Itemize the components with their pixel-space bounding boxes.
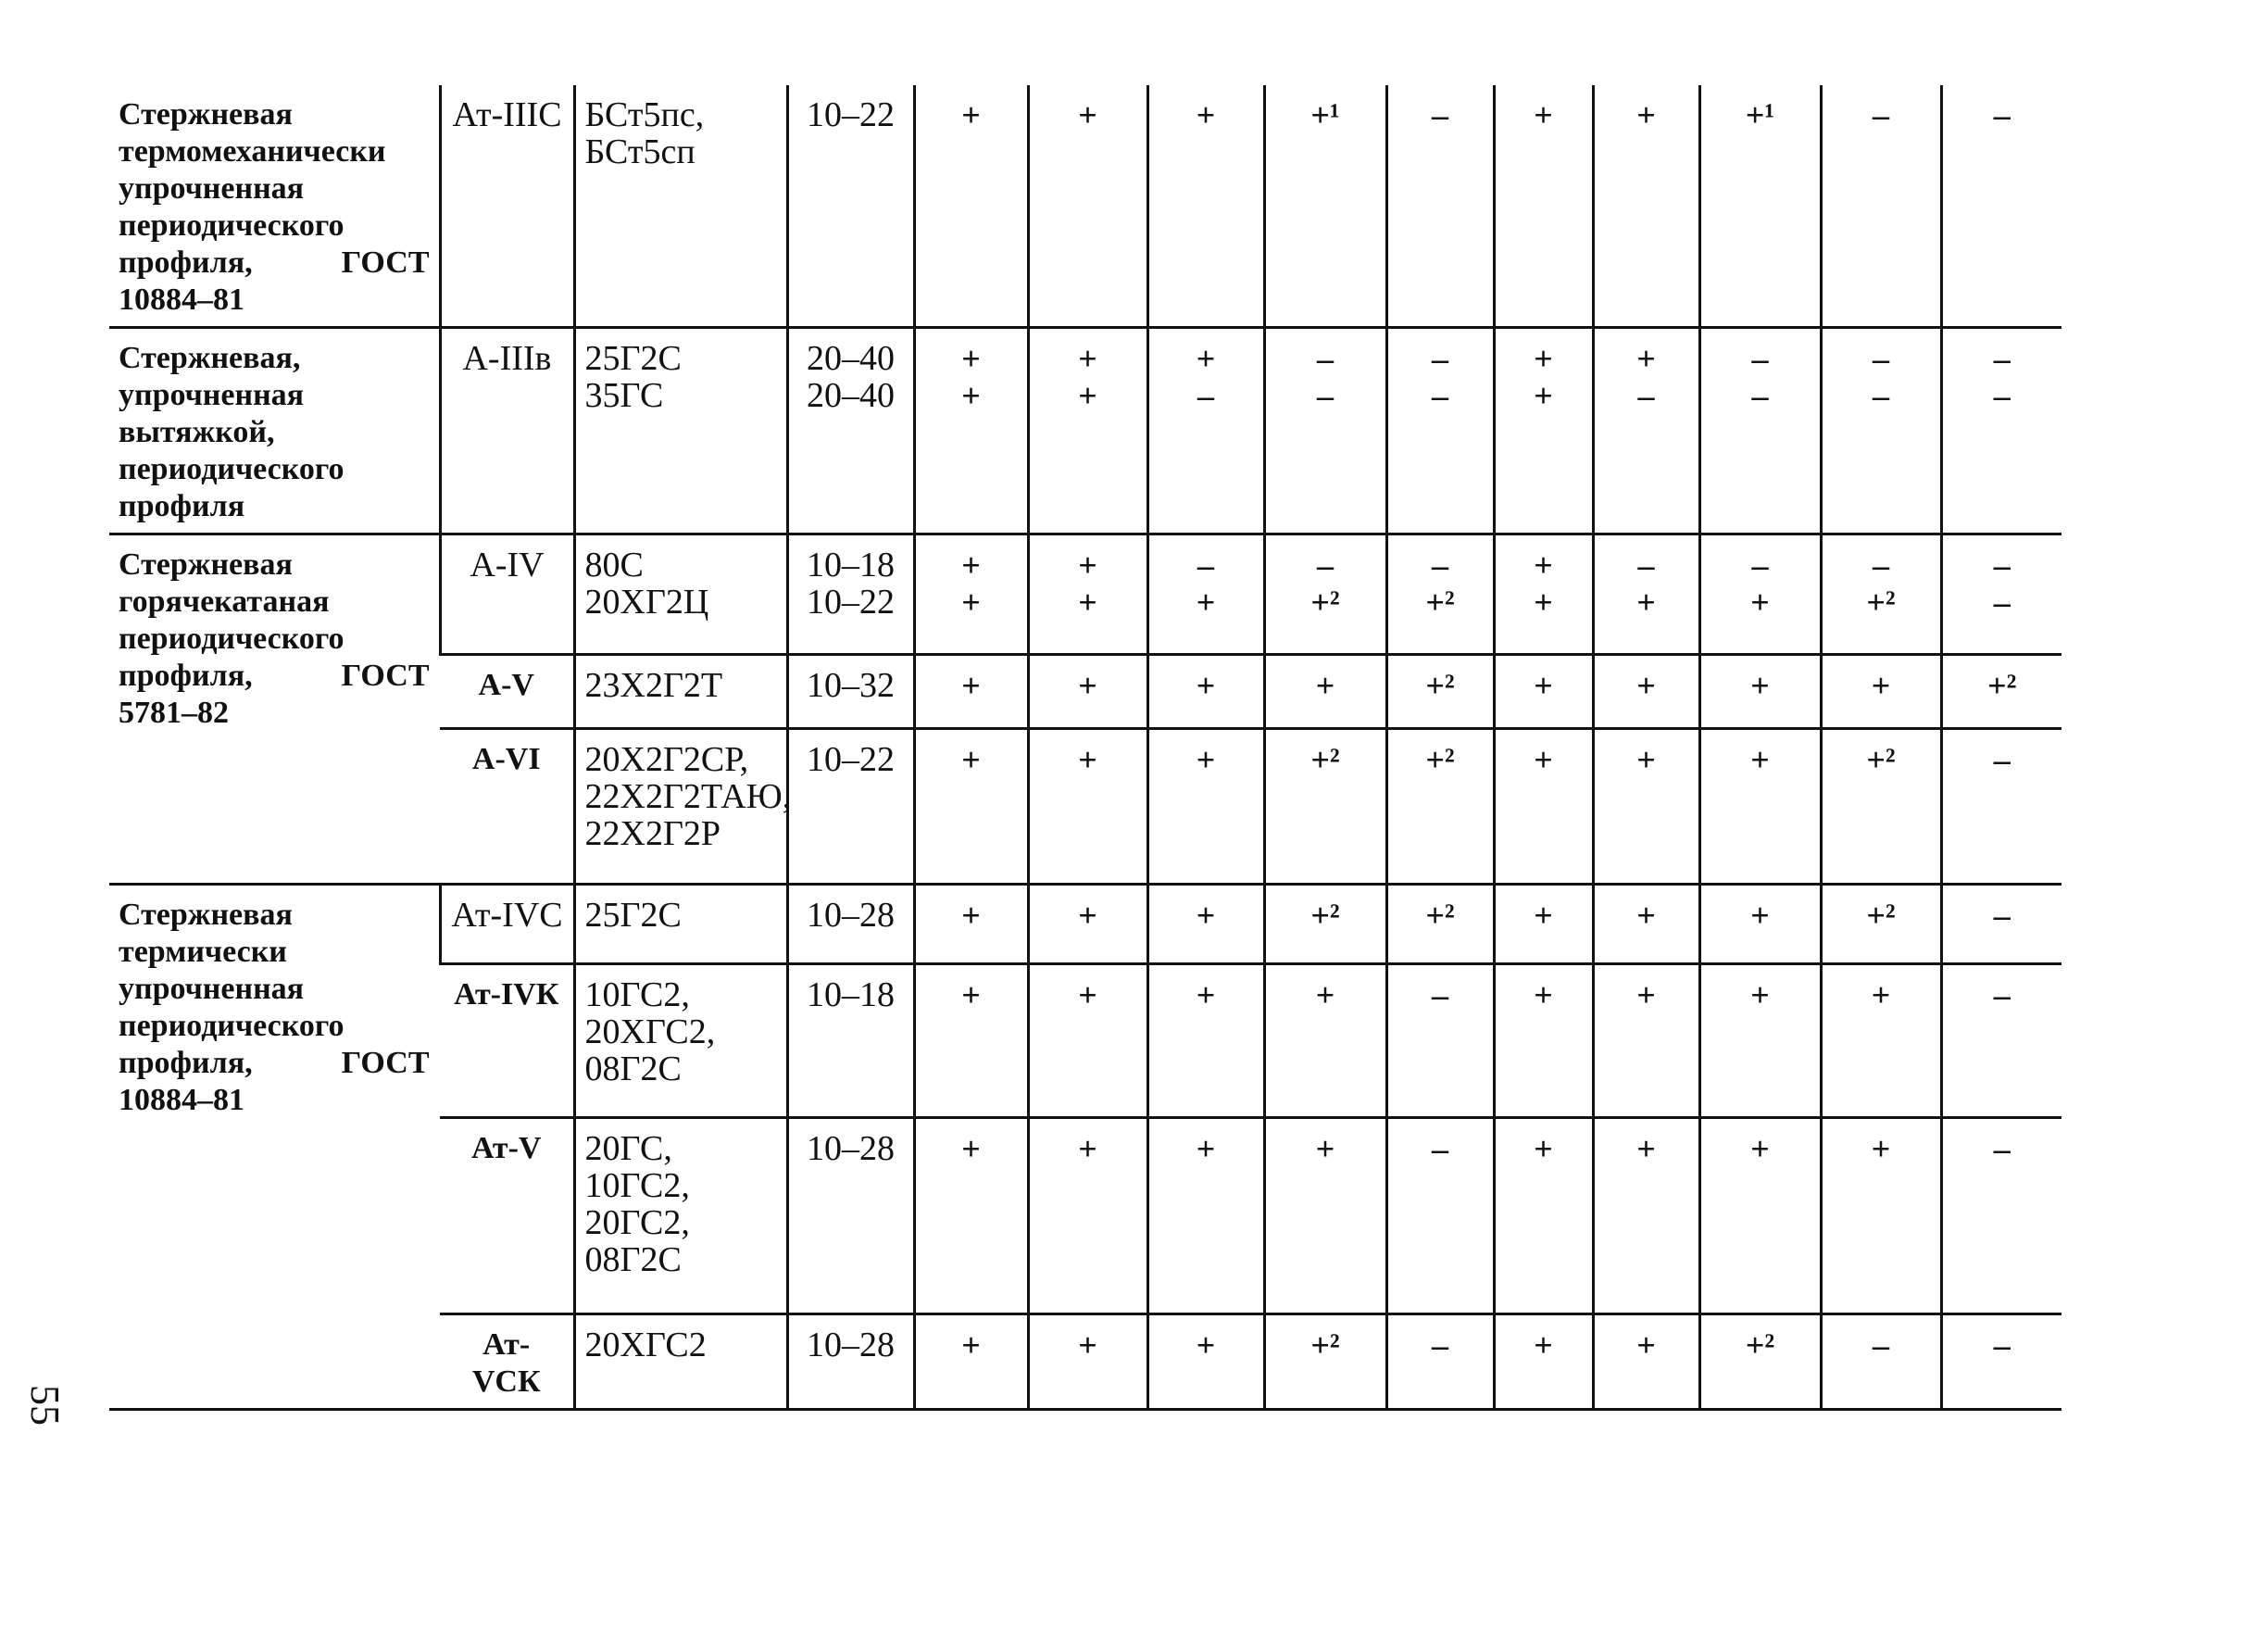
applicability-mark-cell: +² <box>1386 729 1494 885</box>
steel-grade-cell: 10ГС2, 20ХГС2, 08Г2С <box>574 964 787 1118</box>
class-cell: Ат-V <box>440 1118 574 1314</box>
applicability-mark-cell: + <box>1147 85 1264 328</box>
steel-grade-cell: 20Х2Г2СР, 22Х2Г2ТАЮ, 22Х2Г2Р <box>574 729 787 885</box>
diameter-cell: 10–18 10–22 <box>787 534 914 655</box>
reinforcement-table <box>109 85 2061 1411</box>
steel-grade-cell: 20ХГС2 <box>574 1314 787 1410</box>
applicability-mark-cell: +¹ <box>1264 85 1386 328</box>
applicability-mark-cell: + <box>1147 1118 1264 1314</box>
applicability-mark-cell: + + <box>1494 534 1593 655</box>
applicability-mark-cell: + + <box>914 534 1028 655</box>
applicability-mark-cell: – + <box>1699 534 1821 655</box>
applicability-mark-cell: + <box>1028 729 1147 885</box>
steel-grade-cell: 80С 20ХГ2Ц <box>574 534 787 655</box>
diameter-cell: 10–28 <box>787 1314 914 1410</box>
applicability-mark-cell: +² <box>1386 655 1494 729</box>
steel-grade-cell: 25Г2С 35ГС <box>574 328 787 534</box>
applicability-mark-cell: + – <box>1593 328 1699 534</box>
diameter-cell: 10–28 <box>787 1118 914 1314</box>
table-row <box>109 885 2061 964</box>
applicability-mark-cell: +² <box>1264 885 1386 964</box>
applicability-mark-cell: + – <box>1147 328 1264 534</box>
applicability-mark-cell: + <box>1593 85 1699 328</box>
applicability-mark-cell: – +² <box>1386 534 1494 655</box>
page-number: 55 <box>22 1385 68 1426</box>
applicability-mark-cell: + <box>914 729 1028 885</box>
diameter-cell: 10–28 <box>787 885 914 964</box>
applicability-mark-cell: – +² <box>1264 534 1386 655</box>
applicability-mark-cell: – <box>1941 729 2061 885</box>
applicability-mark-cell: – + <box>1593 534 1699 655</box>
applicability-mark-cell: +² <box>1941 655 2061 729</box>
applicability-mark-cell: + <box>1821 964 1941 1118</box>
applicability-mark-cell: +² <box>1821 885 1941 964</box>
applicability-mark-cell: + <box>1494 1118 1593 1314</box>
table-row <box>109 328 2061 534</box>
applicability-mark-cell: + <box>1264 1118 1386 1314</box>
applicability-mark-cell: + + <box>914 328 1028 534</box>
applicability-mark-cell: +² <box>1264 729 1386 885</box>
applicability-mark-cell: + <box>1264 964 1386 1118</box>
applicability-mark-cell: + <box>914 964 1028 1118</box>
applicability-mark-cell: + + <box>1028 534 1147 655</box>
diameter-cell: 10–18 <box>787 964 914 1118</box>
applicability-mark-cell: + <box>1264 655 1386 729</box>
applicability-mark-cell: + <box>1593 1314 1699 1410</box>
applicability-mark-cell: – <box>1386 1118 1494 1314</box>
applicability-mark-cell: + <box>1699 729 1821 885</box>
applicability-mark-cell: + <box>1494 1314 1593 1410</box>
applicability-mark-cell: +¹ <box>1699 85 1821 328</box>
applicability-mark-cell: + <box>1593 729 1699 885</box>
reinforcement-type-cell: Стержневая горячекатаная периодического профиля, ГОСТ 5781–82 <box>109 534 440 885</box>
class-cell: Ат-IVС <box>440 885 574 964</box>
applicability-mark-cell: + <box>1028 85 1147 328</box>
applicability-mark-cell: + + <box>1494 328 1593 534</box>
applicability-mark-cell: – <box>1941 964 2061 1118</box>
class-cell: Ат-IVК <box>440 964 574 1118</box>
applicability-mark-cell: + <box>1699 885 1821 964</box>
applicability-mark-cell: + <box>1821 655 1941 729</box>
applicability-mark-cell: + <box>1593 885 1699 964</box>
table-row <box>109 85 2061 328</box>
applicability-mark-cell: + <box>1699 655 1821 729</box>
class-cell: А-VI <box>440 729 574 885</box>
class-cell: Ат-IIIС <box>440 85 574 328</box>
diameter-cell: 10–22 <box>787 85 914 328</box>
table-row <box>109 534 2061 655</box>
applicability-mark-cell: + <box>914 885 1028 964</box>
applicability-mark-cell: – <box>1821 1314 1941 1410</box>
applicability-mark-cell: + + <box>1028 328 1147 534</box>
diameter-cell: 10–32 <box>787 655 914 729</box>
applicability-mark-cell: – – <box>1386 328 1494 534</box>
applicability-mark-cell: – – <box>1699 328 1821 534</box>
class-cell: Ат-VСК <box>440 1314 574 1410</box>
applicability-mark-cell: + <box>1147 964 1264 1118</box>
applicability-mark-cell: – <box>1386 85 1494 328</box>
applicability-mark-cell: – <box>1941 85 2061 328</box>
applicability-mark-cell: + <box>1147 1314 1264 1410</box>
applicability-mark-cell: – – <box>1264 328 1386 534</box>
applicability-mark-cell: + <box>1494 729 1593 885</box>
applicability-mark-cell: – <box>1941 885 2061 964</box>
applicability-mark-cell: + <box>1028 655 1147 729</box>
reinforcement-type-cell: Стержневая термомеханически упрочненная периодического профиля, ГОСТ 10884–81 <box>109 85 440 328</box>
applicability-mark-cell: + <box>1699 1118 1821 1314</box>
table-body <box>109 85 2061 1410</box>
applicability-mark-cell: + <box>914 655 1028 729</box>
applicability-mark-cell: + <box>1494 964 1593 1118</box>
applicability-mark-cell: + <box>914 1118 1028 1314</box>
diameter-cell: 10–22 <box>787 729 914 885</box>
steel-grade-cell: 23Х2Г2Т <box>574 655 787 729</box>
applicability-mark-cell: – <box>1386 1314 1494 1410</box>
applicability-mark-cell: + <box>914 1314 1028 1410</box>
applicability-mark-cell: + <box>1593 964 1699 1118</box>
steel-grade-cell: 25Г2С <box>574 885 787 964</box>
applicability-mark-cell: – – <box>1821 328 1941 534</box>
applicability-mark-cell: – <box>1941 1118 2061 1314</box>
applicability-mark-cell: – + <box>1147 534 1264 655</box>
applicability-mark-cell: +² <box>1821 729 1941 885</box>
applicability-mark-cell: +² <box>1386 885 1494 964</box>
reinforcement-type-cell: Стержневая термически упрочненная периодического профиля, ГОСТ 10884–81 <box>109 885 440 1410</box>
applicability-mark-cell: + <box>1593 1118 1699 1314</box>
applicability-mark-cell: + <box>1147 729 1264 885</box>
applicability-mark-cell: + <box>1494 85 1593 328</box>
reinforcement-type-cell: Стержневая, упрочненная вытяжкой, периодического профиля <box>109 328 440 534</box>
applicability-mark-cell: +² <box>1699 1314 1821 1410</box>
steel-grade-cell: БСт5пс, БСт5сп <box>574 85 787 328</box>
applicability-mark-cell: – – <box>1941 328 2061 534</box>
applicability-mark-cell: + <box>1028 964 1147 1118</box>
applicability-mark-cell: +² <box>1264 1314 1386 1410</box>
applicability-mark-cell: – – <box>1941 534 2061 655</box>
applicability-mark-cell: – <box>1821 85 1941 328</box>
applicability-mark-cell: + <box>1494 885 1593 964</box>
applicability-mark-cell: – <box>1386 964 1494 1118</box>
applicability-mark-cell: + <box>1821 1118 1941 1314</box>
applicability-mark-cell: + <box>1699 964 1821 1118</box>
applicability-mark-cell: + <box>1028 1314 1147 1410</box>
applicability-mark-cell: + <box>1147 655 1264 729</box>
applicability-mark-cell: + <box>1147 885 1264 964</box>
applicability-mark-cell: + <box>1028 885 1147 964</box>
class-cell: А-IV <box>440 534 574 655</box>
diameter-cell: 20–40 20–40 <box>787 328 914 534</box>
applicability-mark-cell: – <box>1941 1314 2061 1410</box>
applicability-mark-cell: + <box>1593 655 1699 729</box>
applicability-mark-cell: + <box>1028 1118 1147 1314</box>
class-cell: А-V <box>440 655 574 729</box>
steel-grade-cell: 20ГС, 10ГС2, 20ГС2, 08Г2С <box>574 1118 787 1314</box>
applicability-mark-cell: + <box>1494 655 1593 729</box>
applicability-mark-cell: – +² <box>1821 534 1941 655</box>
class-cell: А-IIIв <box>440 328 574 534</box>
applicability-mark-cell: + <box>914 85 1028 328</box>
